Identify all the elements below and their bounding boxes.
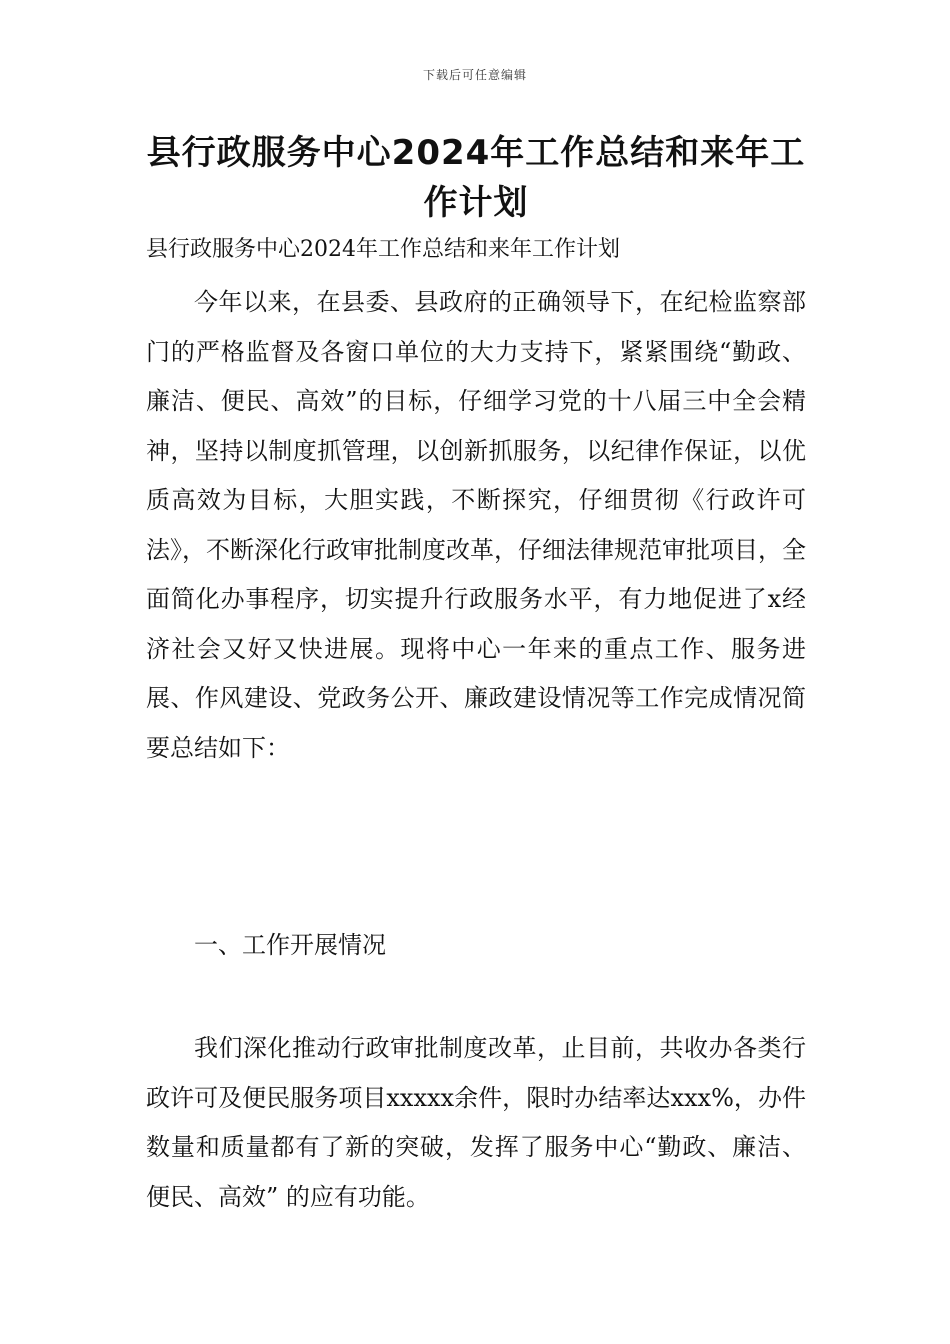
intro-paragraph: 今年以来，在县委、县政府的正确领导下，在纪检监察部门的严格监督及各窗口单位的大力支持下，紧紧围绕“勤政、廉洁、便民、高效”的目标，仔细学习党的十八届三中全会精神，坚持以制度抓管理，以创新抓服务，以纪律作保证，以优质高效为目标，大胆实践，不断探究，仔细贯彻《行政许可法》，不断深化行政审批制度改革，仔细法律规范审批项目，全面简化办事程序，切实提升行政服务水平，有力地促进了x经济社会又好又快进展。现将中心一年来的重点工作、服务进展、作风建设、党政务公开、廉政建设情况等工作完成情况简要总结如下：: [146, 288, 806, 762]
header-note: 下载后可任意编辑: [422, 68, 527, 82]
section-heading: 一、工作开展情况: [194, 931, 386, 959]
section-paragraph: 我们深化推动行政审批制度改革，止目前，共收办各类行政许可及便民服务项目xxxxx余件，限时办结率达xxx%，办件数量和质量都有了新的突破，发挥了服务中心“勤政、廉洁、便民、高效” 的应有功能。: [146, 1034, 806, 1211]
document-subtitle: 县行政服务中心2024年工作总结和来年工作计划: [146, 237, 620, 262]
document-title: 县行政服务中心2024年工作总结和来年工作计划: [146, 133, 806, 223]
